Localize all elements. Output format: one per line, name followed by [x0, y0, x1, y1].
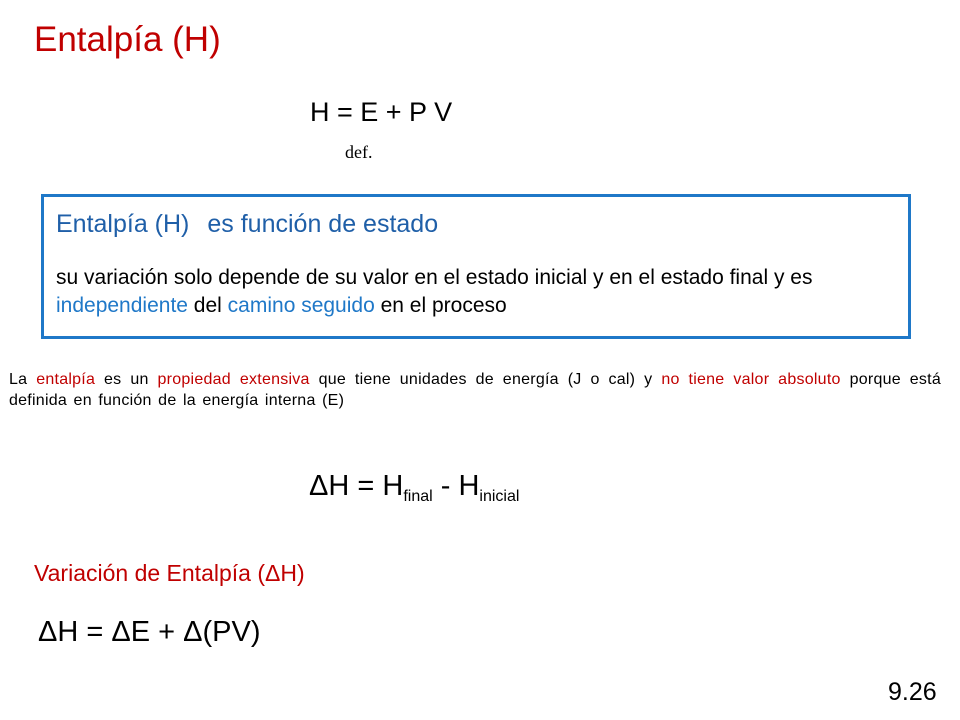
note-text-3: que tiene unidades de energía (J o cal) y: [309, 371, 662, 388]
note-text-2: es un: [95, 371, 158, 388]
box-highlight-independent: independiente: [56, 294, 188, 317]
box-statement: es función de estado: [207, 210, 439, 238]
definition-equation: H = E + P V: [310, 97, 453, 127]
box-term: Entalpía (H): [56, 210, 190, 238]
box-text-3: en el proceso: [374, 294, 507, 317]
state-function-heading: [56, 210, 438, 239]
note-red-extensive: propiedad extensiva: [157, 371, 310, 388]
box-text-1: su variación solo depende de su valor en el estado inicial y en el estado final y es: [56, 266, 813, 289]
box-highlight-path: camino seguido: [227, 294, 375, 317]
delta-eq-left: ΔH = H: [309, 470, 404, 502]
box-text-2: del: [187, 294, 228, 317]
page-number: 9.26: [888, 678, 937, 706]
delta-eq-sub-final: final: [403, 488, 433, 505]
variation-label: Variación de Entalpía (ΔH): [34, 560, 305, 586]
note-red-enthalpy: entalpía: [36, 371, 96, 388]
state-function-description: [56, 264, 906, 320]
delta-h-equation: [309, 470, 519, 506]
delta-eq-minus: - H: [432, 470, 480, 502]
definition-subscript: def.: [345, 142, 373, 162]
enthalpy-formula: ΔH = ΔE + Δ(PV): [38, 616, 261, 648]
delta-eq-sub-initial: inicial: [479, 488, 520, 505]
note-text-1: La: [9, 371, 37, 388]
note-text-4: porque está definida en función de la energía interna (E): [9, 371, 942, 409]
slide-title: Entalpía (H): [34, 20, 221, 59]
note-red-absolute: no tiene valor absoluto: [661, 371, 841, 388]
extensive-property-note: [9, 369, 941, 411]
